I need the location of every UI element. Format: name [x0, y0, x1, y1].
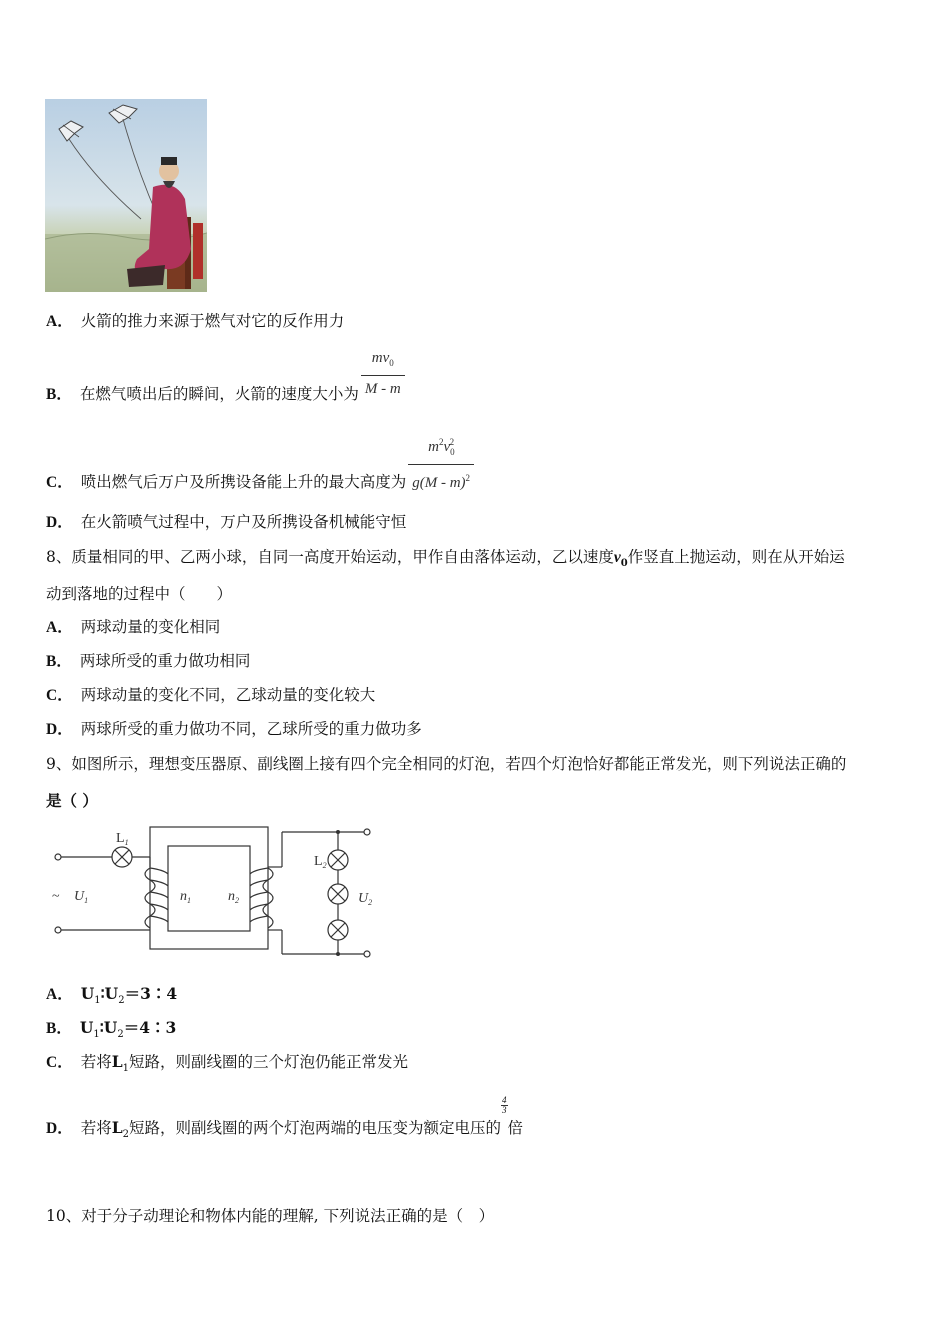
q7-option-c: C． 喷出燃气后万户及所携设备能上升的最大高度为 $\frac{m^2v_0^2}{g(M - m)^2}$	[46, 428, 474, 489]
q7-option-a: A． 火箭的推力来源于燃气对它的反作用力	[46, 312, 345, 330]
q8-stem: 8、质量相同的甲、乙两小球，自同一高度开始运动，甲作自由落体运动，乙以速度$v_0$作竖直上抛运动，则在从开始运	[46, 548, 845, 570]
svg-text:L2: $L_2$	[314, 854, 327, 870]
q8-option-b: B． 两球所受的重力做功相同	[46, 652, 251, 670]
height-fraction: $\frac{m^2v_0^2}{g(M - m)^2}$	[408, 432, 474, 493]
q7-option-b: B． 在燃气喷出后的瞬间，火箭的速度大小为 $\frac{mv_0}{M - m}$	[46, 344, 405, 395]
four-thirds-fraction: $\frac{4}{3}$	[502, 1095, 507, 1115]
svg-text:n1: $n_1$	[180, 889, 191, 905]
wan-hu-illustration	[45, 99, 207, 292]
q10-stem: 10、对于分子动理论和物体内能的理解, 下列说法正确的是（ ）	[46, 1207, 495, 1225]
transformer-circuit-diagram	[46, 822, 376, 962]
q9-option-d: D． 若将$L_2$短路，则副线圈的两个灯泡两端的电压变为额定电压的 $\frac{4}{3}$ 倍	[46, 1095, 524, 1141]
q8-option-a: A． 两球动量的变化相同	[46, 618, 221, 636]
q9-stem-line2: 是（ ）	[46, 791, 98, 810]
svg-text:U2: $U_2$	[358, 891, 373, 907]
q9-option-b: B． $U_1∶U_2=4∶3$	[46, 1018, 177, 1041]
q9-option-a: A． $U_1∶U_2=3∶4$	[46, 984, 178, 1007]
q9-option-c: C． 若将$L_1$短路，则副线圈的三个灯泡仍能正常发光	[46, 1052, 409, 1075]
q8-option-c: C． 两球动量的变化不同，乙球动量的变化较大	[46, 686, 376, 704]
q7-option-d: D． 在火箭喷气过程中，万户及所携设备机械能守恒	[46, 513, 407, 531]
svg-text:U1: $U_1$	[74, 889, 89, 905]
q9-stem: 9、如图所示，理想变压器原、副线圈上接有四个完全相同的灯泡，若四个灯泡恰好都能正常发光，则下列说法正确的	[46, 755, 847, 773]
svg-text:L1: $L_1$	[116, 831, 129, 847]
q8-stem-line2: 动到落地的过程中（ ）	[46, 585, 233, 603]
svg-text:~: ~	[52, 889, 60, 904]
q8-option-d: D． 两球所受的重力做功不同，乙球所受的重力做功多	[46, 720, 422, 738]
svg-text:n2: $n_2$	[228, 889, 239, 905]
speed-fraction: $\frac{mv_0}{M - m}$	[361, 348, 405, 399]
